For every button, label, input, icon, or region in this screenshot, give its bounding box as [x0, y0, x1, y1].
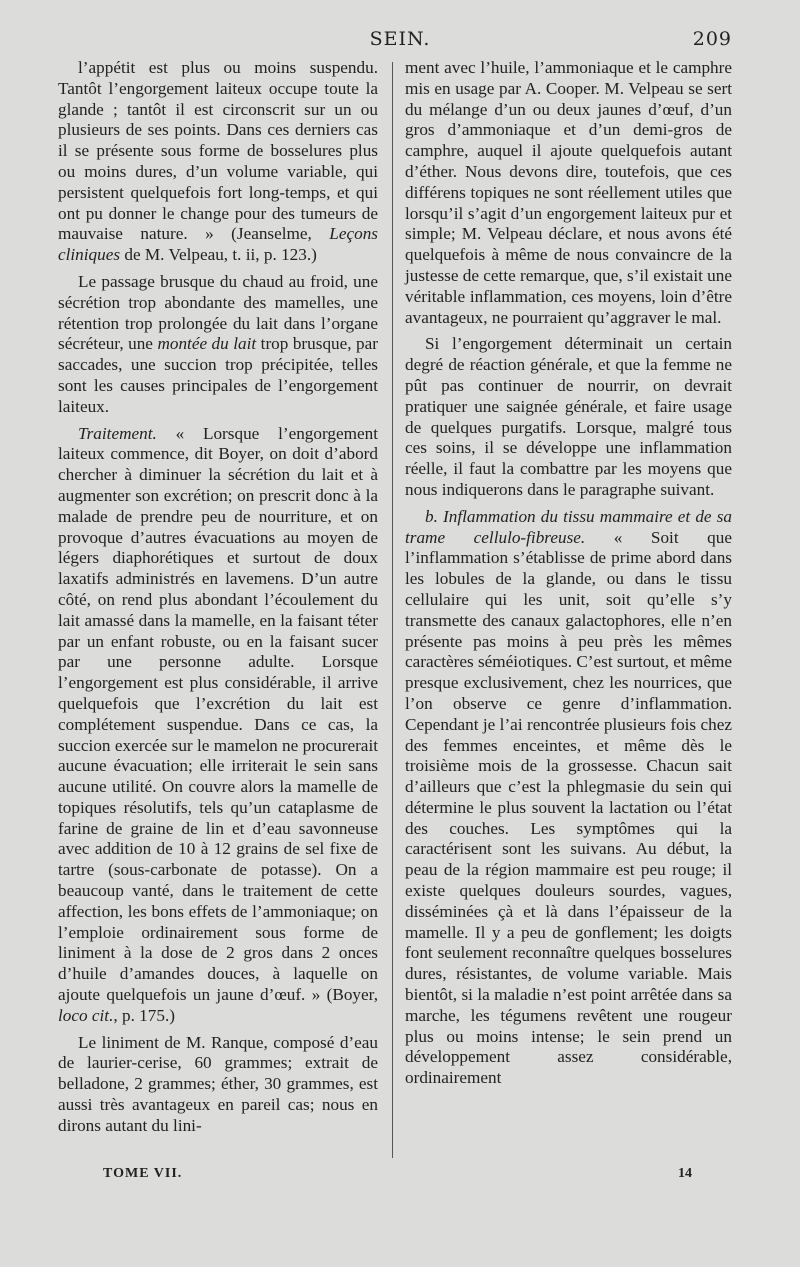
- text-run: « Soit que l’inflammation s’établisse de prime abord dans les lobules de la glande, ou dans le tissu cellulaire qui les unit, soit qu’elle s’y transmette des canaux galactophores, elle n’en présente pas moins à peu près les mêmes caractères séméiotiques. C’est surtout, et même presque exclusivement, chez les nourrices, que l’on observe ce genre d’inflammation. Cependant je l’ai rencontrée plusieurs fois chez des femmes enceintes, et même dès le troisième mois de la grossesse. Chacun sait d’ailleurs que c’est la phlegmasie du sein qui détermine le plus souvent la lactation ou l’état des couches. Les symptômes qui la caractérisent sont les suivans. Au début, la peau de la région mammaire est peu rouge; il existe quelques douleurs sourdes, vagues, disséminées çà et là dans l’épaisseur de la mamelle. Il y a peu de gonflement; les doigts font seulement reconnaître quelques bosselures dures, résistantes, de volume variable. Mais bientôt, si la maladie n’est point arrêtée dans sa marche, les tégumens revêtent une rougeur plus ou moins intense; le sein prend un développement assez considérable, ordinairement: [405, 527, 732, 1088]
- text-run: ment avec l’huile, l’ammoniaque et le camphre mis en usage par A. Cooper. M. Velpeau se sert du mélange d’un ou deux jaunes d’œuf, d’un gros d’ammoniaque et d’un demi-gros de camphre, auquel il ajoute quelquefois autant d’éther. Nous devons dire, toutefois, que ces différens topiques ne sont réellement utiles que lorsqu’il s’agit d’un engorgement laiteux pur et simple; M. Velpeau déclare, et nous avons été quelquefois à même de nous convaincre de la justesse de cette remarque, que, s’il existait une véritable inflammation, ces moyens, loin d’être avantageux, ne pourraient qu’aggraver le mal.: [405, 58, 732, 327]
- running-header: [0, 28, 800, 54]
- italic-text: loco cit.: [58, 1005, 114, 1025]
- italic-text: montée du lait: [157, 334, 257, 354]
- text-run: trop brusque, par saccades, une succion trop précipitée, telles sont les causes principales de l’engorgement laiteux.: [58, 334, 378, 416]
- italic-text: b. Inflammation du tissu mammaire et de sa trame cellulo-fibreuse.: [405, 506, 732, 547]
- paragraph: [58, 1033, 378, 1137]
- paragraph: [405, 58, 732, 328]
- paragraph: [405, 334, 732, 500]
- right-column: [405, 58, 732, 1089]
- text-run: , p. 175.): [113, 1005, 175, 1025]
- paragraph: [405, 507, 732, 1089]
- text-run: Le passage brusque du chaud au froid, une sécrétion trop abondante des mamelles, une rétention trop prolongée du lait dans l’organe sécréteur, une: [58, 271, 378, 354]
- italic-text: Traitement.: [78, 423, 157, 443]
- text-run: « Lorsque l’engorgement laiteux commence, dit Boyer, on doit d’abord chercher à diminuer la sécrétion du lait et à augmenter son excrétion; on prescrit donc à la malade de prendre peu de nourriture, et on provoque d’autres évacuations au moyen de légers diaphorétiques et surtout de doux laxatifs administrés en lavemens. D’un autre côté, on rend plus abondant l’écoulement du lait amassé dans la mamelle, en la faisant téter par un enfant robuste, ou en la faisant sucer par une personne adulte. Lorsque l’engorgement est plus considérable, il arrive quelquefois que l’excrétion du lait est complétement suspendue. Dans ce cas, la succion exercée sur le mamelon ne procurerait aucune évacuation; elle irriterait le sein sans aucune utilité. On couvre alors la mamelle de topiques résolutifs, tels qu’un cataplasme de farine de graine de lin et d’eau savonneuse avec addition de 10 à 12 grains de sel fixe de tartre (sous-carbonate de potasse). On a beaucoup vanté, dans le traitement de cette affection, les bons effets de l’ammoniaque; on l’emploie ordinairement sous forme de liniment à la dose de 2 gros dans 2 onces d’huile d’amandes douces, à laquelle on ajoute quelquefois un jaune d’œuf. » (Boyer,: [58, 423, 378, 1005]
- signature-mark: 14: [678, 1166, 692, 1181]
- text-run: de M. Velpeau, t. ii, p. 123.): [120, 245, 317, 265]
- text-run: l’appétit est plus ou moins suspendu. Tantôt l’engorgement laiteux occupe toute la glande ; tantôt il est circonscrit sur un ou plusieurs de ses points. Dans ces derniers cas il se présente sous forme de bosselures plus ou moins dures, d’un volume variable, qui persistent quelquefois fort long-temps, et qui ont pu donner le change pour des tumeurs de mauvaise nature. » (Jeanselme,: [58, 58, 378, 244]
- paragraph: [58, 58, 378, 266]
- text-run: Si l’engorgement déterminait un certain degré de réaction générale, et que la femme ne pût pas continuer de nourrir, on devrait pratiquer une saignée générale, et faire usage de quelques purgatifs. Lorsque, malgré tous ces soins, il se développe une inflammation réelle, il faut la combattre par les moyens que nous indiquerons dans le paragraphe suivant.: [405, 334, 732, 499]
- paragraph: [58, 424, 378, 1027]
- italic-text: Leçons cliniques: [58, 224, 378, 265]
- page-number: 209: [692, 28, 732, 50]
- paragraph: [58, 272, 378, 418]
- left-column: [58, 58, 378, 1137]
- volume-label: TOME VII.: [103, 1166, 183, 1181]
- running-title: SEIN.: [369, 28, 431, 50]
- text-run: Le liniment de M. Ranque, composé d’eau de laurier-cerise, 60 grammes; extrait de belladone, 2 grammes; éther, 30 grammes, est aussi très avantageux en pareil cas; nous en dirons autant du lini-: [58, 1032, 378, 1135]
- column-rule: [392, 62, 393, 1158]
